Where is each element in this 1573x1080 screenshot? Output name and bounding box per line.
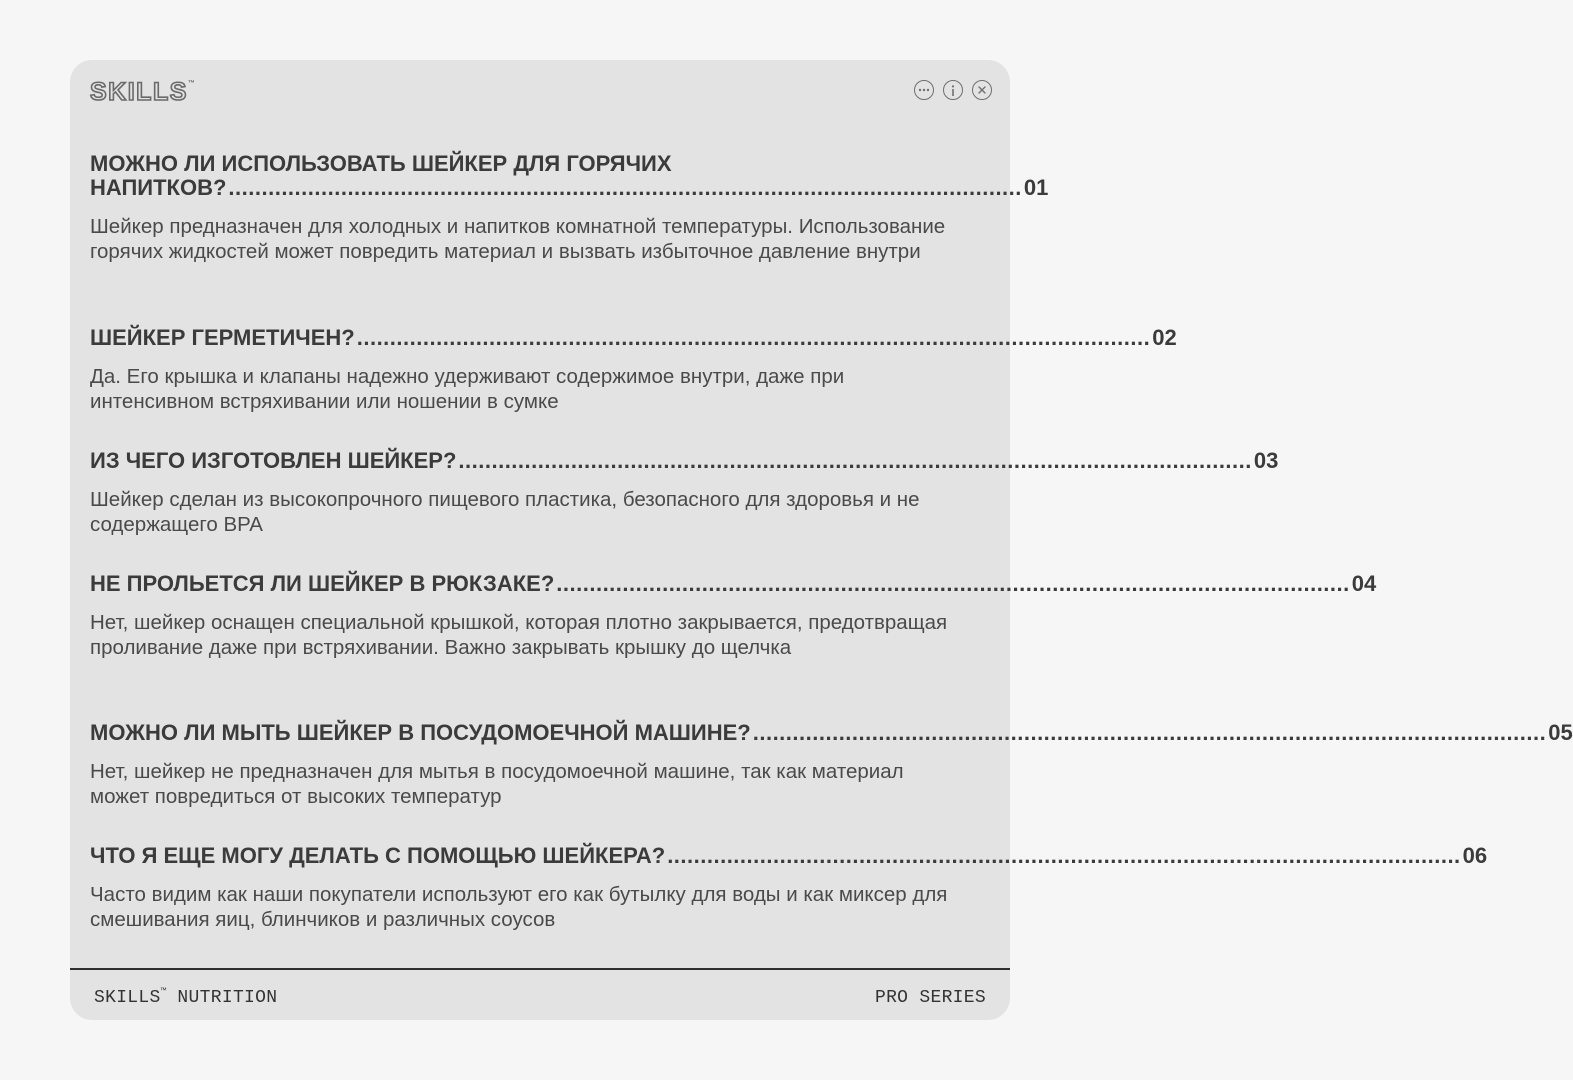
question-text-line1: МОЖНО ЛИ ИСПОЛЬЗОВАТЬ ШЕЙКЕР ДЛЯ ГОРЯЧИХ (90, 151, 672, 176)
faq-item-06 (90, 843, 1488, 932)
more-icon[interactable] (914, 80, 934, 100)
dot-leader: ........................................................................................................................ (667, 843, 1461, 868)
faq-item-03 (90, 448, 1279, 537)
answer-text: Шейкер сделан из высокопрочного пищевого пластика, безопасного для здоровья и не содержащего BPA (90, 488, 920, 536)
footer-trademark: ™ (160, 987, 167, 997)
question-text: ЧТО Я ЕЩЕ МОГУ ДЕЛАТЬ С ПОМОЩЬЮ ШЕЙКЕРА? (90, 843, 666, 868)
close-icon[interactable] (972, 80, 992, 100)
question-text: НЕ ПРОЛЬЕТСЯ ЛИ ШЕЙКЕР В РЮКЗАКЕ? (90, 571, 555, 596)
dot-leader: ........................................................................................................................ (556, 571, 1350, 596)
dot-leader: ........................................................................................................................ (752, 720, 1547, 745)
question-row (90, 448, 1279, 473)
answer-text: Нет, шейкер не предназначен для мытья в посудомоечной машине, так как материал может повредиться от высоких температур (90, 760, 904, 808)
faq-item-02 (90, 325, 1177, 414)
answer-text: Да. Его крышка и клапаны надежно удерживают содержимое внутри, даже при интенсивном встряхивании или ношении в сумке (90, 365, 845, 413)
question-text: НАПИТКОВ? (90, 175, 227, 200)
question-text: ШЕЙКЕР ГЕРМЕТИЧЕН? (90, 325, 355, 350)
logo-trademark: ™ (187, 80, 195, 87)
footer-brand (94, 988, 277, 1008)
question-number: 01 (1023, 175, 1049, 200)
question-row (90, 571, 1377, 596)
dot-leader: ........................................................................................................................ (228, 175, 1022, 200)
skills-logo (90, 78, 195, 107)
footer-divider (70, 968, 1010, 970)
logo-text: SKILLS (90, 78, 188, 106)
info-icon[interactable] (943, 80, 963, 100)
answer-text: Часто видим как наши покупатели используют его как бутылку для воды и как миксер для смешивания яиц, блинчиков и различных соусов (90, 883, 948, 931)
question-text: МОЖНО ЛИ МЫТЬ ШЕЙКЕР В ПОСУДОМОЕЧНОЙ МАШИНЕ? (90, 720, 751, 745)
footer-brand-name: SKILLS (94, 988, 161, 1008)
question-number: 03 (1253, 448, 1279, 473)
dot-leader: ........................................................................................................................ (458, 448, 1252, 473)
question-row (90, 843, 1488, 868)
faq-item-04 (90, 571, 1377, 660)
footer-brand-suffix: NUTRITION (166, 988, 278, 1008)
window-controls (914, 80, 992, 100)
question-number: 04 (1351, 571, 1377, 596)
question-number: 05 (1548, 720, 1573, 745)
faq-item-01 (90, 151, 1049, 264)
faq-item-05 (90, 720, 1573, 809)
question-row (90, 720, 1573, 745)
answer-text: Нет, шейкер оснащен специальной крышкой, которая плотно закрывается, предотвращая проливание даже при встряхивании. Важно закрывать крышку до щелчка (90, 611, 948, 659)
footer-series: PRO SERIES (874, 988, 986, 1008)
faq-window (70, 60, 1573, 1020)
question-number: 02 (1152, 325, 1177, 350)
question-number: 06 (1462, 843, 1488, 868)
question-text: ИЗ ЧЕГО ИЗГОТОВЛЕН ШЕЙКЕР? (90, 448, 457, 473)
question-row (90, 175, 1049, 200)
answer-text: Шейкер предназначен для холодных и напитков комнатной температуры. Использование горячих жидкостей может повредить материал и вызвать избыточное давление внутри (90, 215, 946, 263)
question-row (90, 325, 1177, 350)
dot-leader: ........................................................................................................................ (356, 325, 1151, 350)
